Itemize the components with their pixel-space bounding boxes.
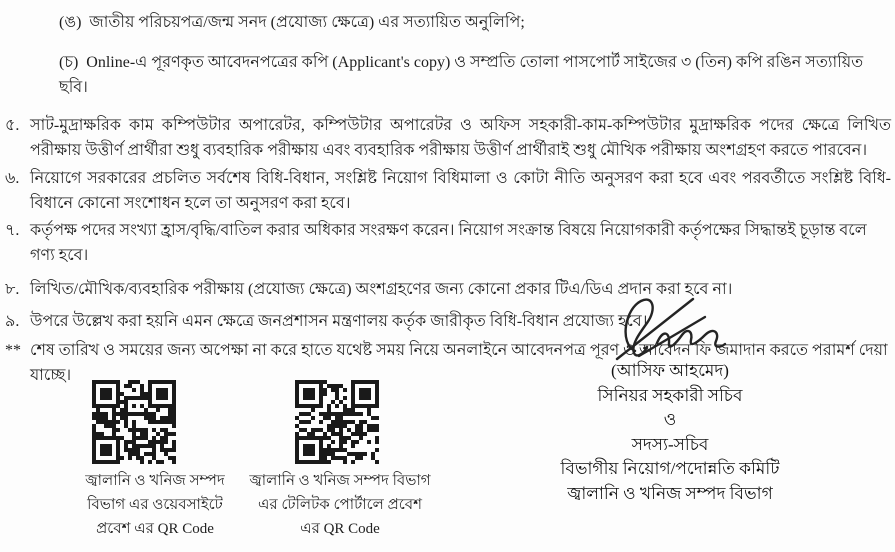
sub-clause-cho bbox=[59, 50, 891, 100]
qr-code-teletalk bbox=[295, 380, 379, 464]
clause-7 bbox=[5, 218, 891, 268]
signatory-title-3: বিভাগীয় নিয়োগ/পদোন্নতি কমিটি bbox=[560, 459, 780, 478]
clause-number: ৯. bbox=[5, 313, 20, 330]
qr-caption-line: বিভাগ এর ওয়েবসাইটে bbox=[87, 497, 223, 513]
sub-clause-label: (ঙ) bbox=[59, 14, 82, 31]
clause-text: কর্তৃপক্ষ পদের সংখ্যা হ্রাস/বৃদ্ধি/বাতিল করার অধিকার সংরক্ষণ করেন। নিয়োগ সংক্রান্ত বিষয়ে নিয়োগকারী কর্তৃপক্ষের সিদ্ধান্তই চূড়ান্ত বলে গণ্য হবে। bbox=[30, 222, 867, 264]
qr-caption-website bbox=[70, 469, 240, 541]
clause-text: সাট-মুদ্রাক্ষরিক কাম কম্পিউটার অপারেটর, কম্পিউটার অপারেটর ও অফিস সহকারী-কাম-কম্পিউটার মুদ্রাক্ষরিক পদের ক্ষেত্রে লিখিত পরীক্ষায় উত্তীর্ণ প্রার্থীরা শুধু ব্যবহারিক পরীক্ষায় এবং ব্যবহারিক পরীক্ষায় উত্তীর্ণ প্রার্থীরাই শুধু মৌখিক পরীক্ষায় অংশগ্রহণ করতে পারবেন। bbox=[30, 117, 891, 159]
note-text: শেষ তারিখ ও সময়ের জন্য অপেক্ষা না করে হাতে যথেষ্ট সময় নিয়ে অনলাইনে আবেদনপত্র পূরণ ও আবেদন ফি জমাদান করতে পরামর্শ দেয়া যাচ্ছে। bbox=[30, 342, 888, 384]
sub-clause-ungo bbox=[59, 10, 891, 35]
clause-5 bbox=[5, 113, 891, 163]
qr-caption-line: এর টেলিটক পোর্টালে প্রবেশ bbox=[257, 497, 423, 513]
qr-code-website bbox=[92, 380, 176, 464]
qr-caption-line: প্রবেশ এর QR Code bbox=[96, 521, 214, 537]
qr-caption-teletalk bbox=[245, 469, 435, 541]
qr-caption-line: জ্বালানি ও খনিজ সম্পদ bbox=[85, 473, 225, 489]
clause-number: ৬. bbox=[5, 170, 20, 187]
signatory-name: (আসিফ আহমেদ) bbox=[611, 361, 729, 380]
sub-clause-text: জাতীয় পরিচয়পত্র/জন্ম সনদ (প্রযোজ্য ক্ষেত্রে) এর সত্যায়িত অনুলিপি; bbox=[89, 14, 525, 31]
qr-figure-teletalk bbox=[245, 380, 435, 541]
clause-text: উপরে উল্লেখ করা হয়নি এমন ক্ষেত্রে জনপ্রশাসন মন্ত্রণালয় কর্তৃক জারীকৃত বিধি-বিধান প্রযোজ্য হবে। bbox=[30, 313, 648, 330]
qr-caption-line: জ্বালানি ও খনিজ সম্পদ বিভাগ bbox=[249, 473, 431, 489]
note-asterisks: ** bbox=[5, 342, 21, 359]
clause-6 bbox=[5, 166, 891, 216]
clause-text: নিয়োগে সরকারের প্রচলিত সর্বশেষ বিধি-বিধান, সংশ্লিষ্ট নিয়োগ বিধিমালা ও কোটা নীতি অনুসরণ করা হবে এবং পরবর্তীতে সংশ্লিষ্ট বিধি-বিধানে কোনো সংশোধন হলে তা অনুসরণ করা হবে। bbox=[30, 170, 891, 212]
signatory-title-4: জ্বালানি ও খনিজ সম্পদ বিভাগ bbox=[567, 483, 773, 503]
clause-text: লিখিত/মৌখিক/ব্যবহারিক পরীক্ষায় (প্রযোজ্য ক্ষেত্রে) অংশগ্রহণের জন্য কোনো প্রকার টিএ/ডিএ প্রদান করা হবে না। bbox=[30, 281, 733, 298]
signatory-title-2: সদস্য-সচিব bbox=[631, 434, 709, 454]
signatory-title-1: সিনিয়র সহকারী সচিব bbox=[597, 385, 743, 405]
signatory-conjunction: ও bbox=[663, 410, 677, 429]
sub-clause-label: (চ) bbox=[59, 54, 79, 71]
clause-number: ৫. bbox=[5, 117, 20, 134]
clause-number: ৭. bbox=[5, 222, 20, 239]
clause-number: ৮. bbox=[5, 281, 20, 298]
sub-clause-text: Online-এ পূরণকৃত আবেদনপত্রের কপি (Applicant's copy) ও সম্প্রতি তোলা পাসপোর্ট সাইজের ৩ (তিন) কপি রঙিন সত্যায়িত ছবি। bbox=[59, 54, 864, 96]
signature-image bbox=[605, 293, 765, 365]
signatory-block bbox=[540, 359, 800, 506]
qr-caption-line: এর QR Code bbox=[300, 521, 380, 537]
qr-figure-website bbox=[70, 380, 240, 541]
